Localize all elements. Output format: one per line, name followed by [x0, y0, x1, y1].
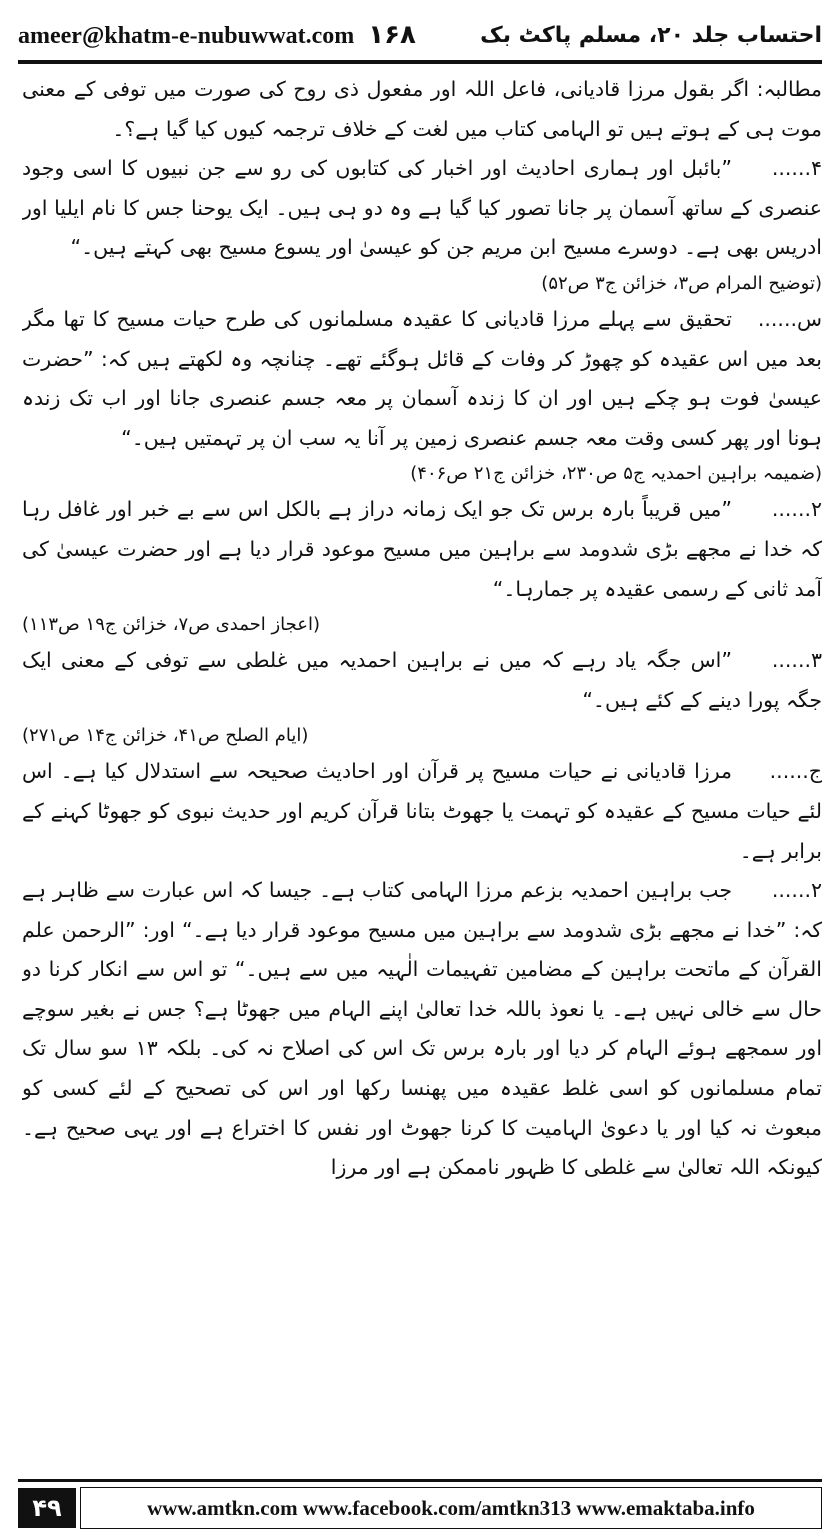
header-book-title: احتساب جلد ۲۰، مسلم پاکٹ بک: [480, 22, 822, 48]
reference-1: (توضیح المرام ص۳، خزائن ج۳ ص۵۲): [541, 272, 822, 294]
item-number: ج......: [769, 759, 822, 784]
item-number: ۴......: [771, 156, 822, 181]
header-rule: [18, 60, 822, 64]
footer-page-badge: ۴۹: [18, 1488, 76, 1528]
footer-website-links[interactable]: www.amtkn.com www.facebook.com/amtkn313 www.emaktaba.info: [80, 1487, 822, 1529]
header-email[interactable]: ameer@khatm-e-nubuwwat.com: [18, 23, 355, 49]
item-number: ۲......: [771, 878, 822, 903]
page-footer: [18, 1486, 822, 1530]
paragraph-question: س......تحقیق سے پہلے مرزا قادیانی کا عقیدہ مسلمانوں کی طرح حیات مسیح کا تھا مگر بعد میں اس عقیدہ کو چھوڑ کر وفات کے قائل ہوگئے تھے۔ چنانچہ وہ لکھتے ہیں کہ: ”حضرت عیسیٰ فوت ہو چکے ہیں اور ان کا زندہ آسمان پر معہ جسم عنصری جانا اور اب تک زندہ ہونا اور پھر کسی وقت معہ جسم عنصری زمین پر آنا یہ سب ان پر تہمتیں ہیں۔“: [22, 300, 822, 458]
footer-rule: [18, 1479, 822, 1482]
paragraph-demand: مطالبہ: اگر بقول مرزا قادیانی، فاعل اللہ اور مفعول ذی روح کی صورت میں توفی کے معنی موت ہی کے ہوتے ہیں تو الہامی کتاب میں لغت کے خلاف ترجمہ کیوں کیا گیا ہے؟۔: [22, 77, 822, 141]
paragraph-quote-4: ۴......”بائبل اور ہماری احادیث اور اخبار کی کتابوں کی رو سے جن نبیوں کا اسی وجود عنصری کے ساتھ آسمان پر جانا تصور کیا گیا ہے وہ دو ہی ہیں۔ ایک یوحنا جس کا نام ایلیا اور ادریس بھی ہے۔ دوسرے مسیح ابن مریم جن کو عیسیٰ اور یسوع مسیح بھی کہتے ہیں۔“: [22, 149, 822, 268]
header-page-number: ۱۶۸: [368, 20, 416, 50]
reference-3: (اعجاز احمدی ص۷، خزائن ج۱۹ ص۱۱۳): [22, 614, 321, 636]
paragraph-quote-2: ۲......”میں قریباً بارہ برس تک جو ایک زمانہ دراز ہے بالکل اس سے بے خبر اور غافل رہا کہ خدا نے مجھے بڑی شدومد سے براہین میں مسیح موعود قرار دیا ہے اور حضرت عیسیٰ کی آمد ثانی کے رسمی عقیدہ پر جمارہا۔“: [22, 490, 822, 609]
paragraph-argument-2: ۲......جب براہین احمدیہ بزعم مرزا الہامی کتاب ہے۔ جیسا کہ اس عبارت سے ظاہر ہے کہ: ”خدا نے مجھے بڑی شدومد سے براہین میں مسیح موعود قرار دیا ہے۔“ اور: ”الرحمن علم القرآن کے ماتحت براہین کے مضامین تفہیمات الٰہیہ میں سے ہیں۔“ تو اس سے انکار کرنا دو حال سے خالی نہیں ہے۔ یا نعوذ باللہ خدا تعالیٰ اپنے الہام میں جھوٹا ہے؟ جس نے بغیر سوچے اور سمجھے ہوئے الہام کر دیا اور بارہ برس تک اس کی اصلاح نہ کی۔ بلکہ ۱۳ سو سال تک تمام مسلمانوں کو اسی غلط عقیدہ میں پھنسا رکھا اور اس کی تصحیح کے لئے کسی کو مبعوث نہ کیا اور یا دعویٰ الہامیت کا کرنا جھوٹ اور نفس کا اختراع ہے اور یہی صحیح ہے۔ کیونکہ اللہ تعالیٰ سے غلطی کا ظہور ناممکن ہے اور مرزا: [22, 871, 822, 1188]
paragraph-quote-3: ۳......”اس جگہ یاد رہے کہ میں نے براہین احمدیہ میں غلطی سے توفی کے معنی ایک جگہ پورا دینے کے کئے ہیں۔“: [22, 641, 822, 720]
page-header: [18, 14, 822, 56]
reference-4: (ایام الصلح ص۴۱، خزائن ج۱۴ ص۲۷۱): [22, 725, 309, 747]
item-number: ۲......: [771, 497, 822, 522]
item-number: ۳......: [771, 648, 822, 673]
paragraph-answer: ج......مرزا قادیانی نے حیات مسیح پر قرآن اور احادیث صحیحہ سے استدلال کیا ہے۔ اس لئے حیات مسیح کے عقیدہ کو تہمت یا جھوٹ بتانا قرآن کریم اور حدیث نبوی کو جھوٹا کہنے کے برابر ہے۔: [22, 752, 822, 871]
item-number: س......: [757, 306, 822, 331]
page-body: [22, 70, 822, 1454]
header-left: [18, 20, 416, 50]
reference-2: (ضمیمہ براہین احمدیہ ج۵ ص۲۳۰، خزائن ج۲۱ ص۴۰۶): [410, 463, 822, 485]
